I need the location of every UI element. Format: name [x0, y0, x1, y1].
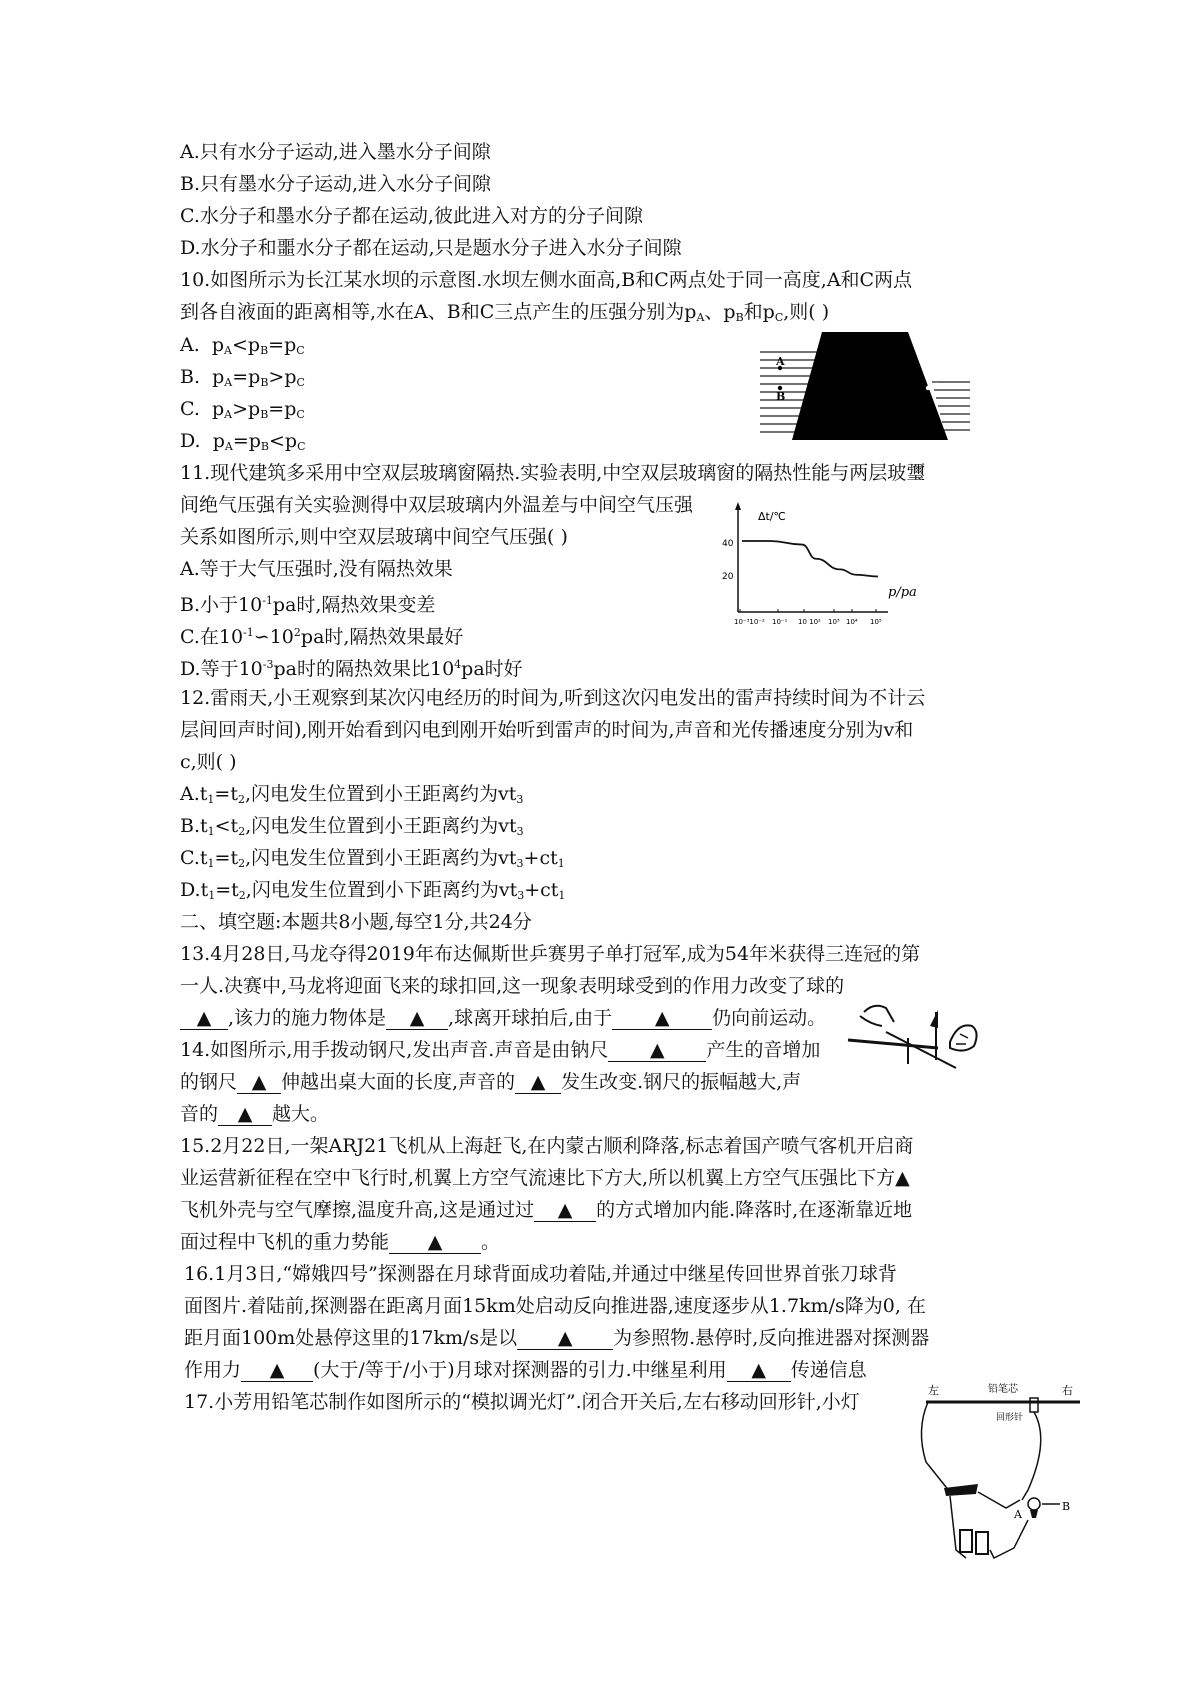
q13-blank-1[interactable]: ▲ [180, 1007, 228, 1030]
q14-stem-line2: 的钢尺 ▲ 伸越出桌大面的长度,声音的 ▲ 发生改变.钢尺的振幅越大,声 [180, 1071, 802, 1093]
q15-blank-2[interactable]: ▲ [534, 1199, 596, 1222]
lamp [1028, 1498, 1040, 1510]
q12-stem-line3: c,则( ) [180, 751, 237, 773]
circuit-label-left: 左 [928, 1384, 939, 1397]
q14-stem-line3: 音的 ▲ 越大。 [180, 1103, 330, 1125]
q9-option-c: C.水分子和墨水分子都在运动,彼此进入对方的分子间隙 [180, 205, 643, 227]
q10-option-b: B. $p_A=p_B>p_C$ [180, 366, 305, 389]
q16-blank-3[interactable]: ▲ [727, 1359, 791, 1382]
paperclip [1030, 1398, 1038, 1412]
chart-x-tick-label: 10⁴ [846, 618, 858, 626]
chart-x-label: p/pa [888, 585, 917, 600]
q10-option-a: A. $p_A<p_B=p_C$ [180, 334, 305, 357]
circuit-label-a: A [1014, 1508, 1022, 1521]
q14-blank-4[interactable]: ▲ [218, 1103, 272, 1126]
battery-2 [976, 1532, 988, 1554]
q11-stem-line1: 11.现代建筑多采用中空双层玻璃窗隔热.实验表明,中空双层玻璃窗的隔热性能与两层玻瓕 [180, 462, 926, 484]
dam-label-a: A [776, 355, 785, 368]
q12-option-b: $B.t_1<t_2$,闪电发生位置到小王距离约为$vt_3$ [180, 815, 524, 838]
q17-stem-line1: 17.小芳用铅笔芯制作如图所示的“模拟调光灯”.闭合开关后,左右移动回形针,小灯 [184, 1391, 860, 1413]
chart-y-tick-40: 40 [722, 539, 734, 549]
switch [944, 1484, 978, 1496]
q15-stem-line1: 15.2月22日,一架ARJ21飞机从上海赶飞,在内蒙古顺利降落,标志着国产喷气客机开启商 [180, 1135, 914, 1157]
q13-blank-2[interactable]: ▲ [386, 1007, 448, 1030]
q10-stem-line2: 到各自液面的距离相等,水在A、B和C三点产生的压强分别为$p_A$、$p_B$和$p_C$,则( ) [180, 301, 830, 324]
q16-blank-2[interactable]: ▲ [241, 1359, 313, 1382]
q11-option-c: C.在$10^{-1}∽10^2pa$时,隔热效果最好 [180, 626, 464, 648]
dam-figure [760, 330, 970, 442]
q10-stem-line1: 10.如图所示为长江某水坝的示意图.水坝左侧水面高,B和C两点处于同一高度,A和C两点 [180, 269, 913, 291]
q15-blank-3[interactable]: ▲ [389, 1231, 481, 1254]
q15-stem-line3: 飞机外壳与空气摩擦,温度升高,这是通过过 ▲ 的方式增加内能.降落时,在逐渐靠近地 [180, 1199, 913, 1221]
q16-stem-line1: 16.1月3日,“嫦娥四号”探测器在月球背面成功着陆,并通过中继星传回世界首张刀球背 [184, 1263, 897, 1285]
steel-ruler-figure [846, 998, 986, 1078]
q14-blank-1[interactable]: ▲ [608, 1039, 706, 1062]
q13-stem-line3: ▲ ,该力的施力物体是 ▲ ,球离开球拍后,由于 ▲ 仍向前运动。 [180, 1006, 826, 1030]
q14-blank-3[interactable]: ▲ [515, 1071, 561, 1094]
chart-x-tick-label: 10 10² [798, 618, 821, 626]
chart-series-line [742, 541, 878, 577]
battery-1 [960, 1530, 972, 1552]
q14-blank-2[interactable]: ▲ [237, 1071, 281, 1094]
circuit-label-pencil-lead: 铅笔芯 [988, 1384, 1018, 1395]
q15-stem-line4: 面过程中飞机的重力势能 ▲ 。 [180, 1231, 501, 1253]
chart-x-tick-label: 10⁵ [870, 618, 882, 626]
q12-stem-line2: 层间回声时间),刚开始看到闪电到刚开始听到雷声的时间为,声音和光传播速度分别为v和 [180, 719, 914, 741]
q16-stem-line4: 作用力 ▲ (大于/等于/小于)月球对探测器的引力.中继星利用 ▲ 传递信息 [184, 1359, 867, 1381]
q16-stem-line3: 距月面100m处悬停这里的17km/s是以 ▲ 为参照物.悬停时,反向推进器对探测器 [184, 1327, 930, 1349]
q12-option-c: $C.t_1=t_2$,闪电发生位置到小王距离约为$vt_3+ct_1$ [180, 847, 565, 870]
dam-label-c: C [928, 374, 938, 388]
q10-option-c: C. $p_A>p_B=p_C$ [180, 398, 305, 421]
q11-stem-line2: 间绝气压强有关实验测得中双层玻璃内外温差与中间空气压强 [180, 494, 694, 516]
q9-option-d: D.水分子和噩水分子都在运动,只是题水分子进入水分子间隙 [180, 237, 682, 259]
chart-x-tick-label: 10⁻¹ [772, 618, 788, 626]
chart-x-tick-label: 10⁻³10⁻² [734, 618, 765, 626]
dam-label-b: B [776, 390, 786, 403]
q15-stem-line2: 业运营新征程在空中飞行时,机翼上方空气流速比下方大,所以机翼上方空气压强比下方▲ [180, 1167, 910, 1189]
circuit-label-b: B [1062, 1500, 1071, 1513]
q13-stem-line2: 一人.决赛中,马龙将迎面飞来的球扣回,这一现象表明球受到的作用力改变了球的 [180, 975, 845, 997]
q15-blank-1[interactable]: ▲ [895, 1167, 910, 1189]
q12-option-d: $D.t_1=t_2$,闪电发生位置到小下距离约为$vt_3+ct_1$ [180, 879, 566, 902]
chart-y-label: Δt/℃ [758, 510, 786, 523]
circuit-label-right: 右 [1062, 1384, 1073, 1397]
q11-option-a: A.等于大气压强时,没有隔热效果 [180, 558, 453, 580]
q11-stem-line3: 关系如图所示,则中空双层玻璃中间空气压强( ) [180, 526, 568, 548]
q13-blank-3[interactable]: ▲ [612, 1007, 712, 1030]
q11-option-b: B.小于$10^{-1}pa$时,隔热效果变差 [180, 594, 436, 616]
q12-stem-line1: 12.雷雨天,小王观察到某次闪电经历的时间为,听到这次闪电发出的雷声持续时间为不计云 [180, 687, 926, 709]
q13-stem-line1: 13.4月28日,马龙夺得2019年布达佩斯世乒赛男子单打冠军,成为54年米获得三连冠的第 [180, 943, 921, 965]
q10-option-d: D. $p_A=p_B<p_C$ [180, 430, 306, 453]
section-heading: 二、填空题:本题共8小题,每空1分,共24分 [180, 911, 532, 933]
pressure-temp-chart [722, 500, 928, 626]
q9-option-b: B.只有墨水分子运动,进入水分子间隙 [180, 173, 492, 195]
q16-blank-1[interactable]: ▲ [517, 1327, 613, 1350]
chart-y-tick-20: 20 [722, 572, 734, 582]
q9-option-a: A.只有水分子运动,进入墨水分子间隙 [180, 141, 491, 163]
q16-stem-line2: 面图片.着陆前,探测器在距离月面15km处启动反向推进器,速度逐步从1.7km/s降为0, 在 [184, 1295, 926, 1317]
q11-option-d: D.等于$10^{-3}pa$时的隔热效果比$10^4pa$时好 [180, 658, 523, 680]
q12-option-a: $A.t_1=t_2$,闪电发生位置到小王距离约为$vt_3$ [180, 783, 524, 806]
q14-stem-line1: 14.如图所示,用手拨动钢尺,发出声音.声音是由钠尺 ▲ 产生的音增加 [180, 1039, 821, 1061]
circuit-label-paperclip: 回形针 [996, 1413, 1024, 1423]
dimmer-circuit-figure [910, 1380, 1090, 1600]
chart-x-tick-label: 10³ [828, 618, 840, 626]
